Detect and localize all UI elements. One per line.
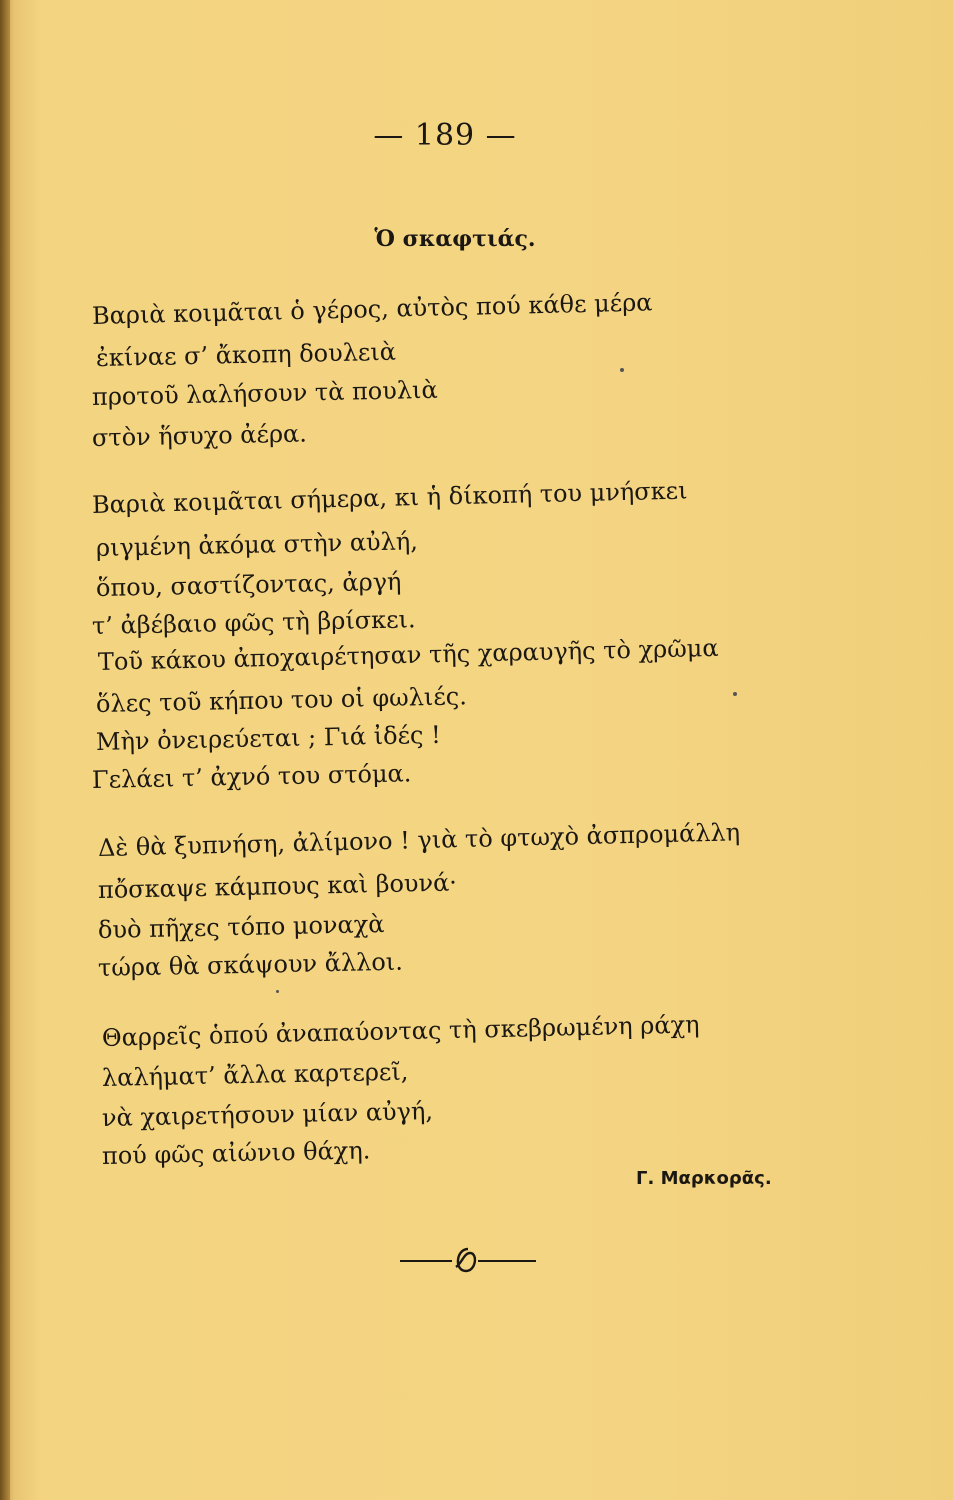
poem-line: δυὸ πῆχες τόπο μοναχὰ <box>97 910 385 944</box>
poem-line: Γελάει τ’ ἀχνό του στόμα. <box>91 759 412 794</box>
poem-line: λαλήματ’ ἄλλα καρτερεῖ, <box>101 1057 409 1092</box>
poem-line: προτοῦ λαλήσουν τὰ πουλιὰ <box>91 375 438 411</box>
poem-line: τ’ ἀβέβαιο φῶς τὴ βρίσκει. <box>91 605 416 640</box>
poem-line: στὸν ἥσυχο ἀέρα. <box>91 419 308 452</box>
poem-line: ὅλες τοῦ κήπου του οἱ φωλιές. <box>95 682 468 718</box>
print-speck <box>620 368 624 372</box>
poem-title: Ὁ σκαφτιάς. <box>374 226 536 252</box>
poem-line: τώρα θὰ σκάψουν ἄλλοι. <box>97 947 404 982</box>
poem-line: πού φῶς αἰώνιο θάχη. <box>101 1136 371 1170</box>
poem-line: ὅπου, σαστίζοντας, ἀργή <box>95 567 402 602</box>
page-number: — 189 — <box>373 118 517 153</box>
poem-line: ἐκίναε σ’ ἄκοπη δουλειὰ <box>95 337 397 372</box>
print-speck <box>276 990 279 993</box>
poem-line: πὄσκαψε κάμπους καὶ βουνά· <box>97 868 458 904</box>
poem-line: Βαριὰ κοιμᾶται ὁ γέρος, αὐτὸς πού κάθε μέρα <box>91 288 653 330</box>
poem-line: Μὴν ὀνειρεύεται ; Γιά ἰδές ! <box>95 720 441 756</box>
poem-line: νὰ χαιρετήσουν μίαν αὐγή, <box>101 1097 434 1132</box>
author-signature: Γ. Μαρκορᾶς. <box>636 1168 772 1189</box>
book-spine-edge <box>0 0 10 1500</box>
poem-line: ριγμένη ἀκόμα στὴν αὐλή, <box>95 527 419 562</box>
poem-line: Βαριὰ κοιμᾶται σήμερα, κι ἡ δίκοπή του μνήσκει <box>91 476 688 519</box>
poem-line: Τοῦ κάκου ἀποχαιρέτησαν τῆς χαραυγῆς τὸ χρῶμα <box>97 633 719 676</box>
poem-line: Θαρρεῖς ὁπού ἀναπαύοντας τὴ σκεβρωμένη ράχη <box>101 1010 700 1052</box>
print-speck <box>733 692 737 696</box>
poem-line: Δὲ θὰ ξυπνήση, ἀλίμονο ! γιὰ τὸ φτωχὸ ἀσπρομάλλη <box>97 818 741 862</box>
end-ornament <box>398 1243 538 1273</box>
